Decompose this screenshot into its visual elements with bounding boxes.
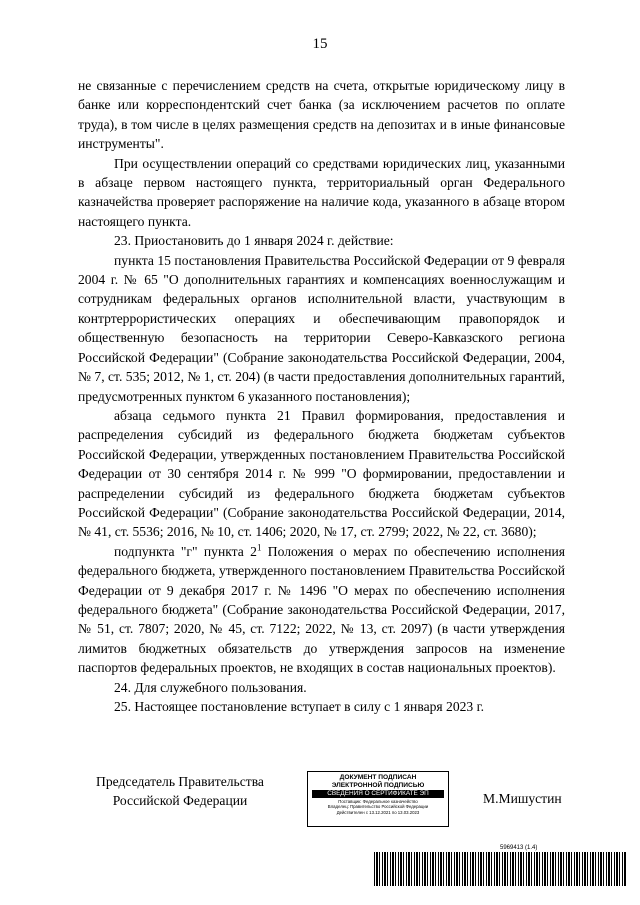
paragraph: абзаца седьмого пункта 21 Правил формирования, предоставления и распределения субсидий из федерального бюджета бюджетам субъектов Российской Федерации, утвержденных постановлением Правительства Российской Федерации от 30 сентября 2014 г. № 999 "О формировании, предоставлении и распределении субсидий из федерального бюджета бюджетам субъектов Российской Федерации" (Собрание законодательства Российской Федерации, 2014, № 41, ст. 5536; 2016, № 10, ст. 1406; 2020, № 17, ст. 2799; 2022, № 22, ст. 3680); [78,407,565,540]
position-line: Российской Федерации [112,793,248,808]
document-body [78,76,565,716]
electronic-signature-stamp [307,771,449,827]
paragraph: не связанные с перечислением средств на счета, открытые юридическому лицу в банке или корреспондентский счет банка (за исключением расчетов по оплате труда), в том числе в целях размещения средств на депозитах и в иные финансовые инструменты". [78,78,565,152]
paragraph: При осуществлении операций со средствами юридических лиц, указанными в абзаце первом настоящего пункта, территориальный орган Федерального казначейства проверяет распоряжение на наличие кода, указанного в абзаце втором настоящего пункта. [78,155,565,229]
paragraph-text: подпункта "г" пункта 2 [114,543,257,559]
signatory-name: М.Мишустин [483,791,562,806]
stamp-line: Поставщик: Федеральное казначейство [338,799,418,804]
stamp-line: Действителен с 13.12.2021 по 13.03.2023 [336,809,420,815]
stamp-line: ЭЛЕКТРОННОЙ ПОДПИСЬЮ [331,781,425,789]
paragraph: 24. Для служебного пользования. [114,679,307,695]
page-number: 15 [312,36,328,52]
stamp-line: ДОКУМЕНТ ПОДПИСАН [339,774,417,781]
stamp-line: Владелец: Правительство Российской Федерации [327,804,429,810]
position-line: Председатель Правительства [96,774,264,789]
superscript: 1 [256,542,262,553]
paragraph: 23. Приостановить до 1 января 2024 г. действие: [114,233,394,249]
signatory-position [80,772,280,810]
paragraph: пункта 15 постановления Правительства Российской Федерации от 9 февраля 2004 г. № 65 "О дополнительных гарантиях и компенсациях военнослужащим и сотрудникам федеральных органов исполнительной власти, участвующим в контртеррористических операциях и обеспечивающим правопорядок и общественную безопасность на территории Северо-Кавказского региона Российской Федерации" (Собрание законодательства Российской Федерации, 2004, № 7, ст. 535; 2012, № 1, ст. 204) (в части предоставления дополнительных гарантий, предусмотренных пунктом 6 указанного постановления); [78,252,565,404]
stamp-line: СВЕДЕНИЯ О СЕРТИФИКАТЕ ЭП [312,790,444,798]
paragraph-text: Положения о мерах по обеспечению исполнения федерального бюджета, утвержденного постановлением Правительства Российской Федерации от 9 декабря 2017 г. № 1496 "О мерах по обеспечению исполнения федерального бюджета" (Собрание законодательства Российской Федерации, 2017, № 51, ст. 7807; 2020, № 45, ст. 7122; 2022, № 13, ст. 2097) (в части утверждения лимитов бюджетных обязательств до утверждения запросов на изменение паспортов федеральных проектов, не входящих в состав национальных проектов). [78,543,565,676]
paragraph [78,542,565,678]
paragraph: 25. Настоящее постановление вступает в силу с 1 января 2023 г. [114,699,485,714]
document-code: 5969413 (1.4) [500,845,538,851]
barcode [374,852,626,886]
